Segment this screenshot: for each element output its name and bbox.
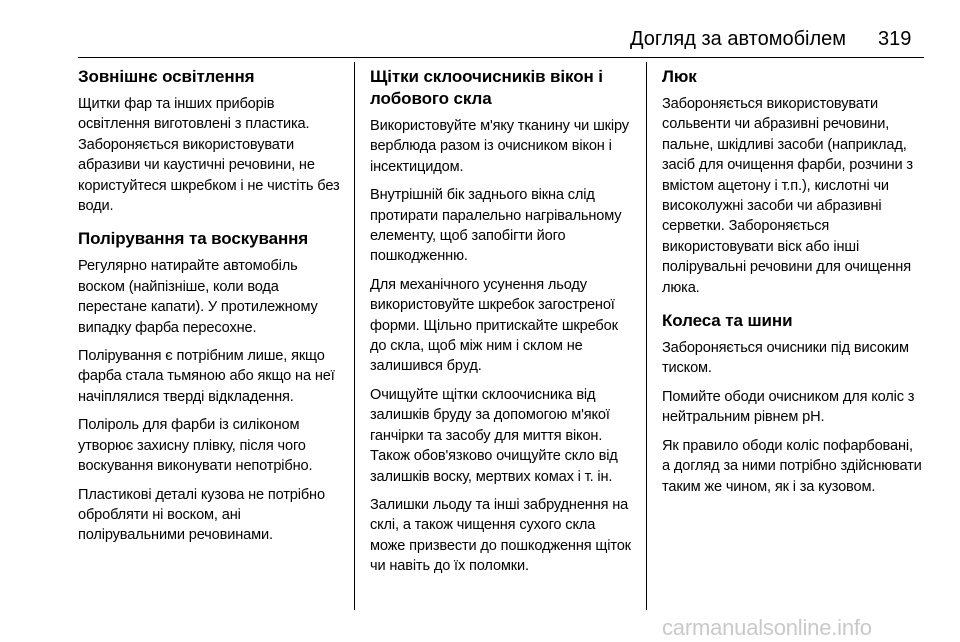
page-title: Догляд за автомобілем bbox=[630, 28, 847, 50]
column-3 bbox=[662, 66, 924, 505]
paragraph: Поліроль для фарби із силіконом утворює захисну плівку, після чого воскування виконувати непотрібно. bbox=[78, 417, 313, 475]
page-header bbox=[0, 0, 960, 58]
header-divider bbox=[78, 57, 924, 58]
paragraph: Щитки фар та інших приборів освітлення виготовлені з пластика. Забороняється використовувати абразиви чи каустичні речовини, не користуйтеся шкребком і не чистіть без води. bbox=[78, 96, 340, 215]
paragraph: Як правило ободи коліс пофарбовані, а догляд за ними потрібно здійснювати таким же чином, як і за кузовом. bbox=[662, 437, 922, 495]
page-number: 319 bbox=[878, 28, 912, 50]
paragraph: Використовуйте м'яку тканину чи шкіру верблюда разом із очисником вікон і інсектицидом. bbox=[370, 118, 629, 175]
paragraph: Очищуйте щітки склоочисника від залишків бруду за допомогою м'якої ганчірки та засобу для миття вікон. Також обов'язково очищуйте скло від залишків воску, мертвих комах і т. ін. bbox=[370, 386, 618, 485]
column-2 bbox=[370, 66, 632, 585]
paragraph: Полірування є потрібним лише, якщо фарба стала тьмяною або якщо на неї начіплялися тверді відкладення. bbox=[78, 348, 335, 405]
column-1 bbox=[78, 66, 340, 554]
watermark: carmanualsonline.info bbox=[662, 615, 872, 640]
section-heading-polishing-waxing: Полірування та воскування bbox=[78, 229, 309, 249]
section-heading-sunroof: Люк bbox=[662, 67, 697, 86]
paragraph: Для механічного усунення льоду використовуйте шкребок загостреної форми. Щільно притискайте шкребок до скла, щоб між ним і склом не залишився бруд. bbox=[370, 276, 618, 375]
paragraph: Регулярно натирайте автомобіль воском (найпізніше, коли вода перестане капати). У протилежному випадку фарба пересохне. bbox=[78, 258, 318, 336]
column-divider-2 bbox=[646, 62, 647, 610]
paragraph: Внутрішній бік заднього вікна слід протирати паралельно нагрівальному елементу, щоб запобігти його пошкодженню. bbox=[370, 187, 622, 265]
paragraph: Забороняється використовувати сольвенти чи абразивні речовини, пальне, шкідливі засоби (наприклад, засіб для очищення фарби, розчини з вмістом ацетону і т.п.), кислотні чи високолужні засоби чи абразивні серветки. Забороняється використовувати віск або інші полірувальні речовини для очищення люка. bbox=[662, 96, 913, 296]
paragraph: Забороняється очисники під високим тиском. bbox=[662, 340, 909, 377]
column-divider-1 bbox=[354, 62, 355, 610]
paragraph: Пластикові деталі кузова не потрібно обробляти ні воском, ані полірувальними речовинами. bbox=[78, 486, 325, 544]
section-heading-wheels-tires: Колеса та шини bbox=[662, 311, 793, 331]
paragraph: Залишки льоду та інші забруднення на склі, а також чищення сухого скла може призвести до пошкодження щіток чи навіть до їх поломки. bbox=[370, 496, 631, 575]
paragraph: Помийте ободи очисником для коліс з нейтральним рівнем pH. bbox=[662, 388, 915, 426]
section-heading-wiper-blades: Щітки склоочисників вікон і лобового скла bbox=[370, 67, 603, 108]
section-heading-exterior-lighting: Зовнішнє освітлення bbox=[78, 67, 255, 86]
